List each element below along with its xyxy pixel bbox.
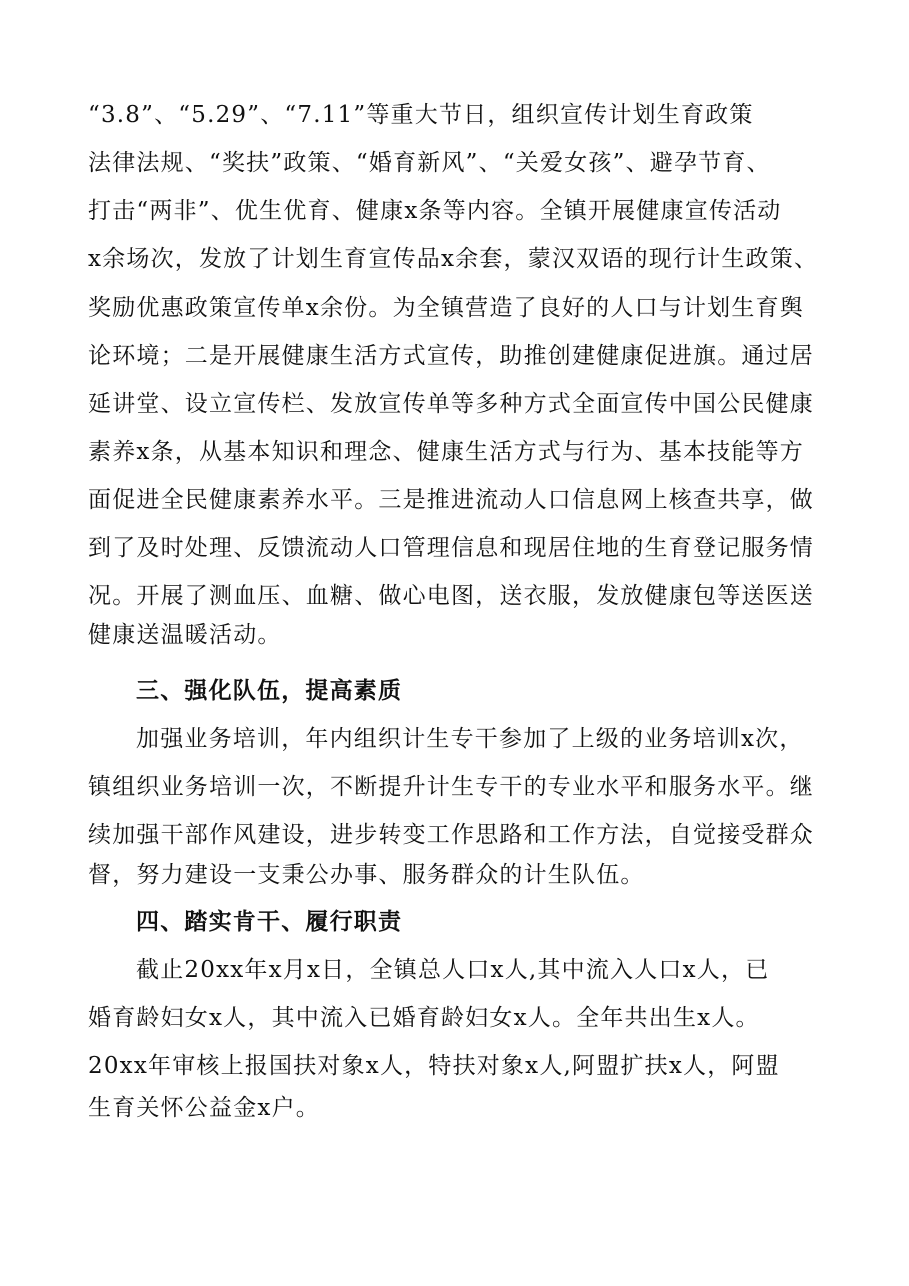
paragraph-line: 到了及时处理、反馈流动人口管理信息和现居住地的生育登记服务情	[88, 535, 814, 561]
paragraph-line: 健康送温暖活动。	[88, 622, 282, 648]
paragraph-line: 镇组织业务培训一次，不断提升计生专干的专业水平和服务水平。继	[88, 774, 814, 800]
paragraph-line: 婚育龄妇女x人，其中流入已婚育龄妇女x人。全年共出生x人。	[88, 1005, 760, 1031]
section-heading: 四、踏实肯干、履行职责	[136, 909, 403, 935]
paragraph-line: 面促进全民健康素养水平。三是推进流动人口信息网上核查共享，做	[88, 487, 814, 513]
paragraph-line: 加强业务培训，年内组织计生专干参加了上级的业务培训x次，	[136, 726, 804, 752]
paragraph-line: 延讲堂、设立宣传栏、发放宣传单等多种方式全面宣传中国公民健康	[88, 391, 814, 417]
paragraph-line: 督，努力建设一支秉公办事、服务群众的计生队伍。	[88, 862, 645, 888]
paragraph-line: x余场次，发放了计划生育宣传品x余套，蒙汉双语的现行计生政策、	[88, 246, 819, 272]
paragraph-line: 打击“两非”、优生优育、健康x条等内容。全镇开展健康宣传活动	[88, 198, 782, 224]
paragraph-line: “3.8”、“5.29”、“7.11”等重大节日，组织宣传计划生育政策	[88, 102, 754, 128]
paragraph-line: 论环境；二是开展健康生活方式宣传，助推创建健康促进旗。通过居	[88, 343, 814, 369]
paragraph-line: 素养x条，从基本知识和理念、健康生活方式与行为、基本技能等方	[88, 439, 804, 465]
paragraph-line: 截止20xx年x月x日，全镇总人口x人,其中流入人口x人，已	[136, 957, 770, 983]
paragraph-line: 生育关怀公益金x户。	[88, 1095, 320, 1121]
paragraph-line: 法律法规、“奖扶”政策、“婚育新风”、“关爱女孩”、避孕节育、	[88, 150, 771, 176]
section-heading: 三、强化队伍，提高素质	[136, 678, 403, 704]
paragraph-line: 奖励优惠政策宣传单x余份。为全镇营造了良好的人口与计划生育舆	[88, 295, 804, 321]
paragraph-line: 20xx年审核上报国扶对象x人，特扶对象x人,阿盟扩扶x人，阿盟	[88, 1053, 780, 1079]
paragraph-line: 况。开展了测血压、血糖、做心电图，送衣服，发放健康包等送医送	[88, 583, 814, 609]
paragraph-line: 续加强干部作风建设，进步转变工作思路和工作方法，自觉接受群众	[88, 822, 814, 848]
